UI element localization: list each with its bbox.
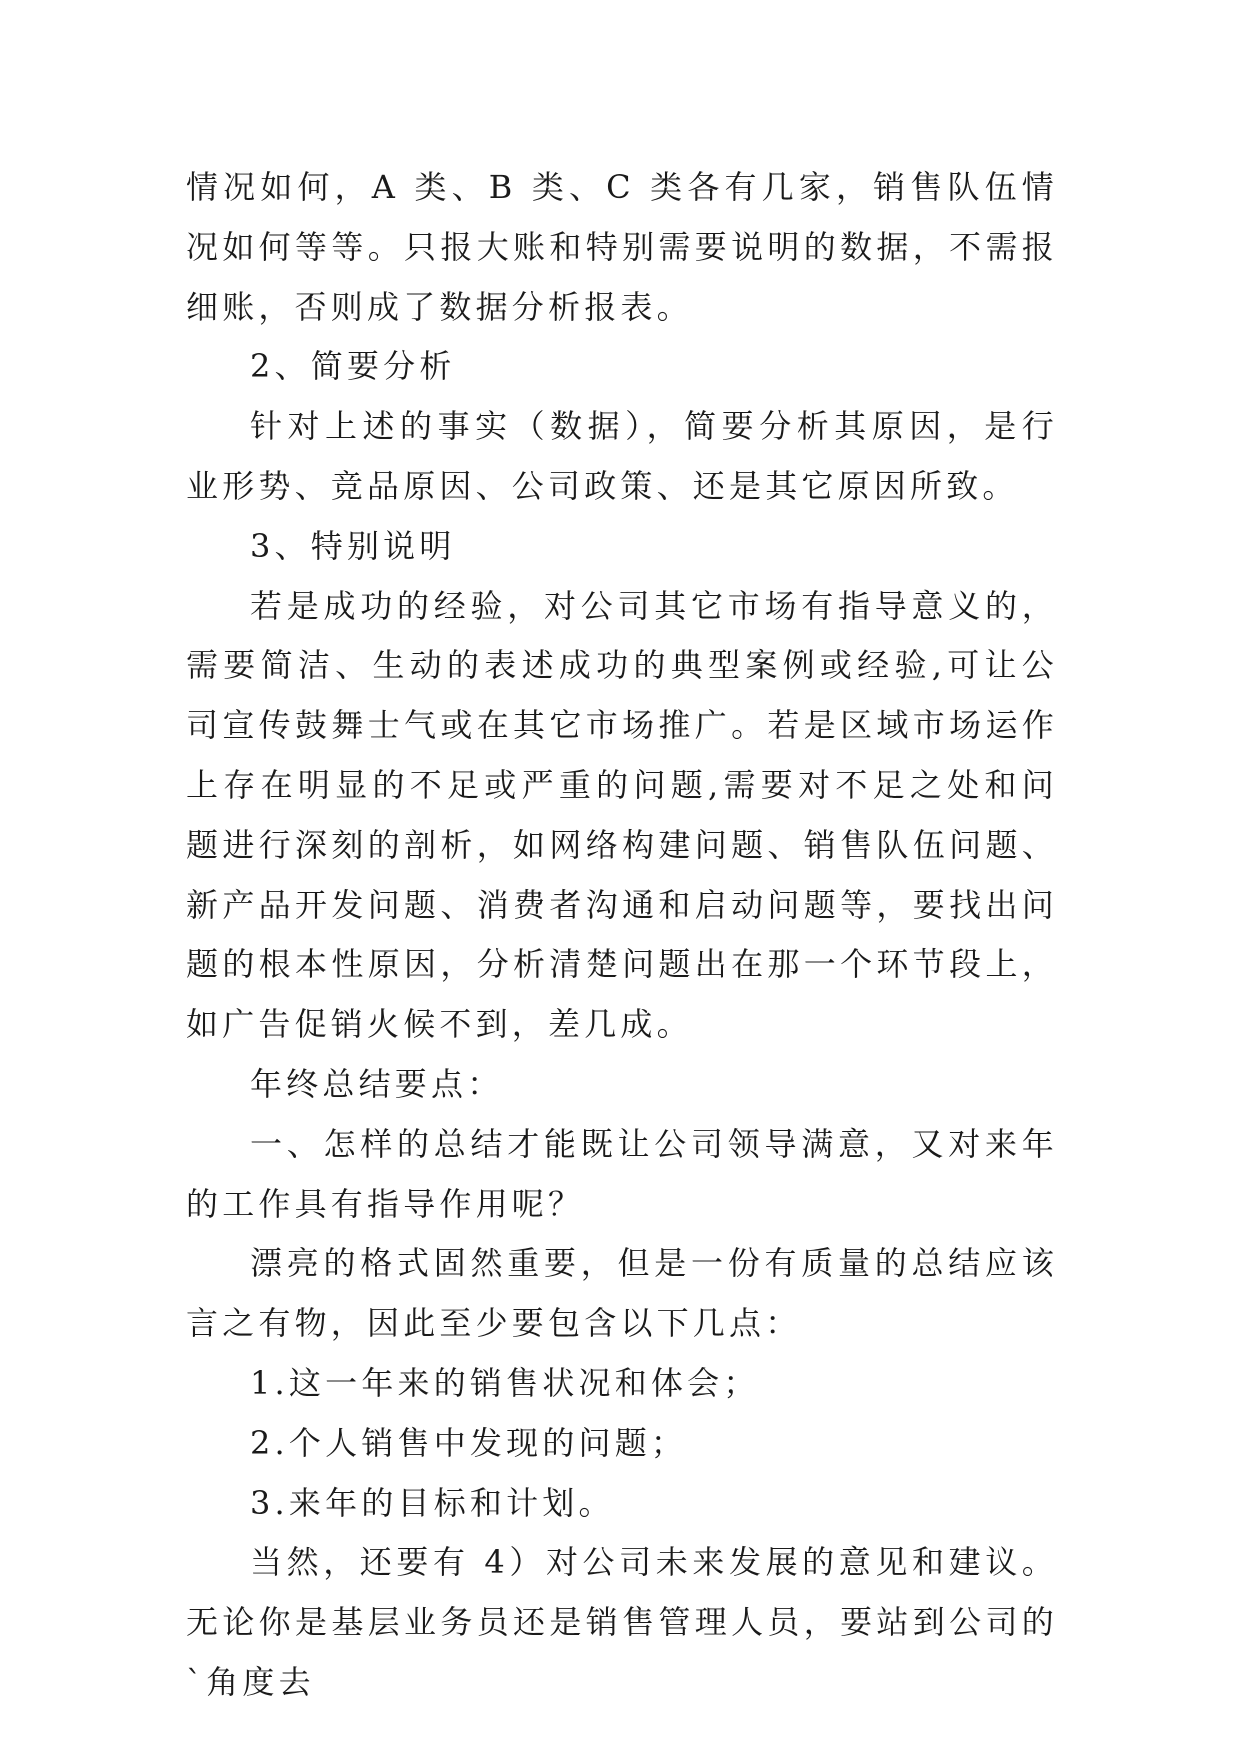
heading-special-notes: 3、特别说明 — [250, 526, 456, 565]
list-item-1: 1.这一年来的销售状况和体会； — [250, 1363, 760, 1402]
paragraph-suggestions: 当然，还要有 4）对公司未来发展的意见和建议。无论你是基层业务员还是销售管理人员，要站到公司的`角度去 — [186, 1543, 1058, 1701]
document-body — [186, 158, 1058, 1713]
list-item-3: 3.来年的目标和计划。 — [250, 1483, 615, 1522]
list-item-2: 2.个人销售中发现的问题； — [250, 1423, 688, 1462]
paragraph-continued-data-summary: 情况如何，A 类、B 类、C 类各有几家，销售队伍情况如何等等。只报大账和特别需要说明的数据，不需报细账，否则成了数据分析报表。 — [186, 168, 1058, 326]
paragraph-point-one-question: 一、怎样的总结才能既让公司领导满意，又对来年的工作具有指导作用呢？ — [186, 1124, 1058, 1223]
heading-brief-analysis: 2、简要分析 — [250, 347, 456, 386]
heading-year-end-summary-points: 年终总结要点： — [250, 1064, 504, 1103]
paragraph-format-importance: 漂亮的格式固然重要，但是一份有质量的总结应该言之有物，因此至少要包含以下几点： — [186, 1244, 1058, 1343]
paragraph-brief-analysis: 针对上述的事实（数据），简要分析其原因，是行业形势、竞品原因、公司政策、还是其它原因所致。 — [186, 407, 1058, 505]
paragraph-special-notes: 若是成功的经验，对公司其它市场有指导意义的，需要简洁、生动的表述成功的典型案例或经验,可让公司宣传鼓舞士气或在其它市场推广。若是区域市场运作上存在明显的不足或严重的问题,需要对不足之处和问题进行深刻的剖析，如网络构建问题、销售队伍问题、新产品开发问题、消费者沟通和启动问题等，要找出问题的根本性原因，分析清楚问题出在那一个环节段上，如广告促销火候不到，差几成。 — [186, 586, 1058, 1044]
